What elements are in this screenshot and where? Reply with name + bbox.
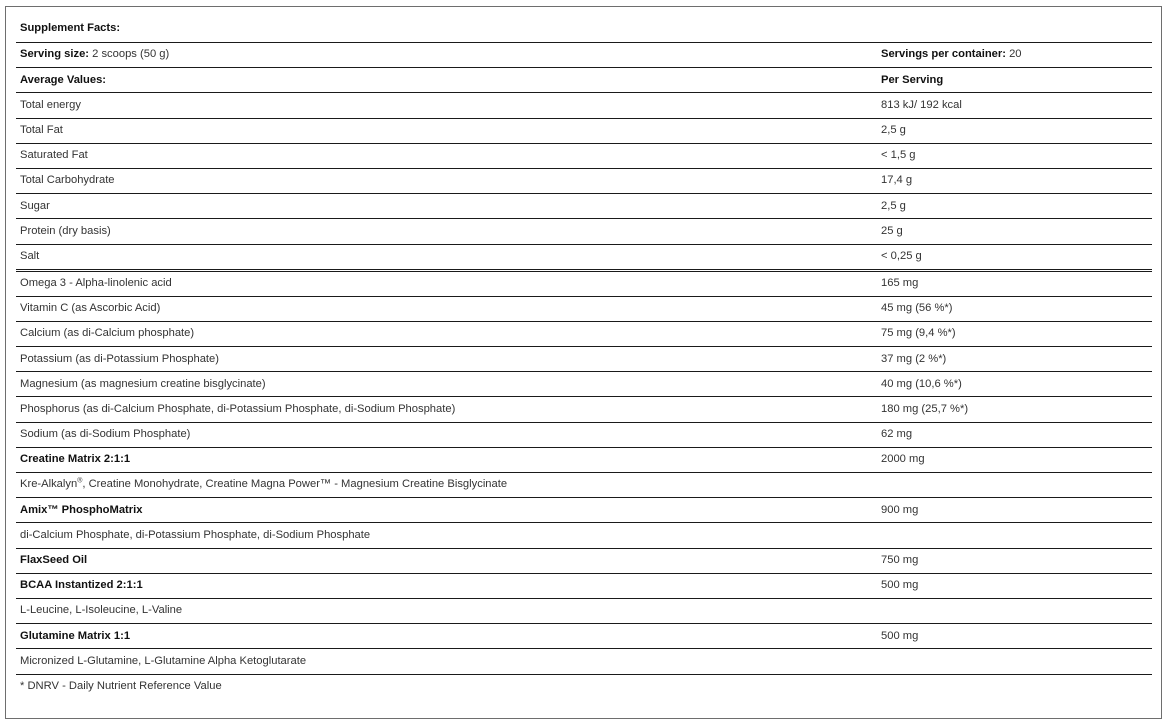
blend-name: Glutamine Matrix 1:1 [20, 629, 131, 642]
nutrient-name: Total energy [20, 98, 81, 111]
nutrient-value: 813 kJ/ 192 kcal [881, 98, 962, 111]
servings-label: Servings per container: [881, 48, 1006, 61]
table-row [16, 473, 1152, 498]
blend-ingredients: L-Leucine, L-Isoleucine, L-Valine [20, 604, 183, 617]
nutrient-value: 25 g [881, 224, 903, 237]
nutrient-value: < 1,5 g [881, 149, 916, 162]
blend-value: 2000 mg [881, 453, 925, 466]
table-row [16, 448, 1152, 473]
table-row [16, 93, 1152, 118]
nutrient-value: < 0,25 g [881, 249, 922, 262]
micro-name: Vitamin C (as Ascorbic Acid) [20, 302, 161, 315]
table-row [16, 119, 1152, 144]
blend-name: Amix™ PhosphoMatrix [20, 503, 143, 516]
blend-name: Creatine Matrix 2:1:1 [20, 453, 131, 466]
micro-value: 40 mg (10,6 %*) [881, 377, 962, 390]
table-row [16, 423, 1152, 448]
micro-value: 62 mg [881, 428, 913, 441]
table-row [16, 272, 1152, 297]
table-row [16, 599, 1152, 624]
blend-ingredients: Kre-Alkalyn®, Creatine Monohydrate, Creatine Magna Power™ - Magnesium Creatine Bisglycinate [20, 477, 508, 491]
servings-value: 20 [1009, 48, 1022, 61]
blend-name: BCAA Instantized 2:1:1 [20, 579, 143, 592]
table-row [16, 397, 1152, 422]
nutrient-name: Total Carbohydrate [20, 174, 115, 187]
blend-value: 750 mg [881, 554, 919, 567]
micro-name: Sodium (as di-Sodium Phosphate) [20, 428, 191, 441]
footnote-row [16, 675, 1152, 700]
avg-values-label: Average Values: [20, 73, 107, 86]
table-row [16, 523, 1152, 548]
table-title: Supplement Facts: [20, 22, 121, 35]
serving-row [16, 43, 1152, 68]
supplement-facts-table [16, 16, 1152, 700]
blend-ingredients: di-Calcium Phosphate, di-Potassium Phosphate, di-Sodium Phosphate [20, 528, 371, 541]
table-row [16, 649, 1152, 674]
blend-name: FlaxSeed Oil [20, 554, 88, 567]
footnote: * DNRV - Daily Nutrient Reference Value [20, 680, 222, 693]
table-row [16, 574, 1152, 599]
blend-value: 900 mg [881, 503, 919, 516]
table-row [16, 144, 1152, 169]
table-row [16, 372, 1152, 397]
blend-value: 500 mg [881, 579, 919, 592]
registered-mark: ® [77, 477, 83, 485]
micro-value: 165 mg [881, 276, 919, 289]
micro-name: Phosphorus (as di-Calcium Phosphate, di-Potassium Phosphate, di-Sodium Phosphate) [20, 402, 456, 415]
micro-value: 180 mg (25,7 %*) [881, 402, 969, 415]
title-row [16, 16, 1152, 43]
header-row [16, 68, 1152, 93]
nutrient-name: Protein (dry basis) [20, 224, 111, 237]
micro-name: Magnesium (as magnesium creatine bisglycinate) [20, 377, 266, 390]
table-row [16, 297, 1152, 322]
micro-value: 75 mg (9,4 %*) [881, 327, 956, 340]
nutrient-name: Total Fat [20, 124, 63, 137]
blend-value: 500 mg [881, 629, 919, 642]
micro-value: 37 mg (2 %*) [881, 352, 947, 365]
per-serving-label: Per Serving [881, 73, 944, 86]
micro-name: Potassium (as di-Potassium Phosphate) [20, 352, 219, 365]
nutrient-value: 2,5 g [881, 124, 906, 137]
table-row [16, 245, 1152, 272]
serving-size-value: 2 scoops (50 g) [92, 48, 170, 61]
table-row [16, 169, 1152, 194]
table-row [16, 219, 1152, 244]
micro-name: Calcium (as di-Calcium phosphate) [20, 327, 195, 340]
micro-value: 45 mg (56 %*) [881, 302, 953, 315]
table-row [16, 624, 1152, 649]
blend-ingredients: Micronized L-Glutamine, L-Glutamine Alpha Ketoglutarate [20, 654, 307, 667]
table-row [16, 194, 1152, 219]
nutrient-name: Sugar [20, 199, 50, 212]
micro-name: Omega 3 - Alpha-linolenic acid [20, 276, 172, 289]
table-row [16, 322, 1152, 347]
table-row [16, 549, 1152, 574]
nutrient-value: 2,5 g [881, 199, 906, 212]
nutrient-name: Salt [20, 249, 40, 262]
table-row [16, 347, 1152, 372]
table-row [16, 498, 1152, 523]
serving-size-label: Serving size: [20, 48, 90, 61]
nutrient-value: 17,4 g [881, 174, 913, 187]
nutrient-name: Saturated Fat [20, 149, 88, 162]
